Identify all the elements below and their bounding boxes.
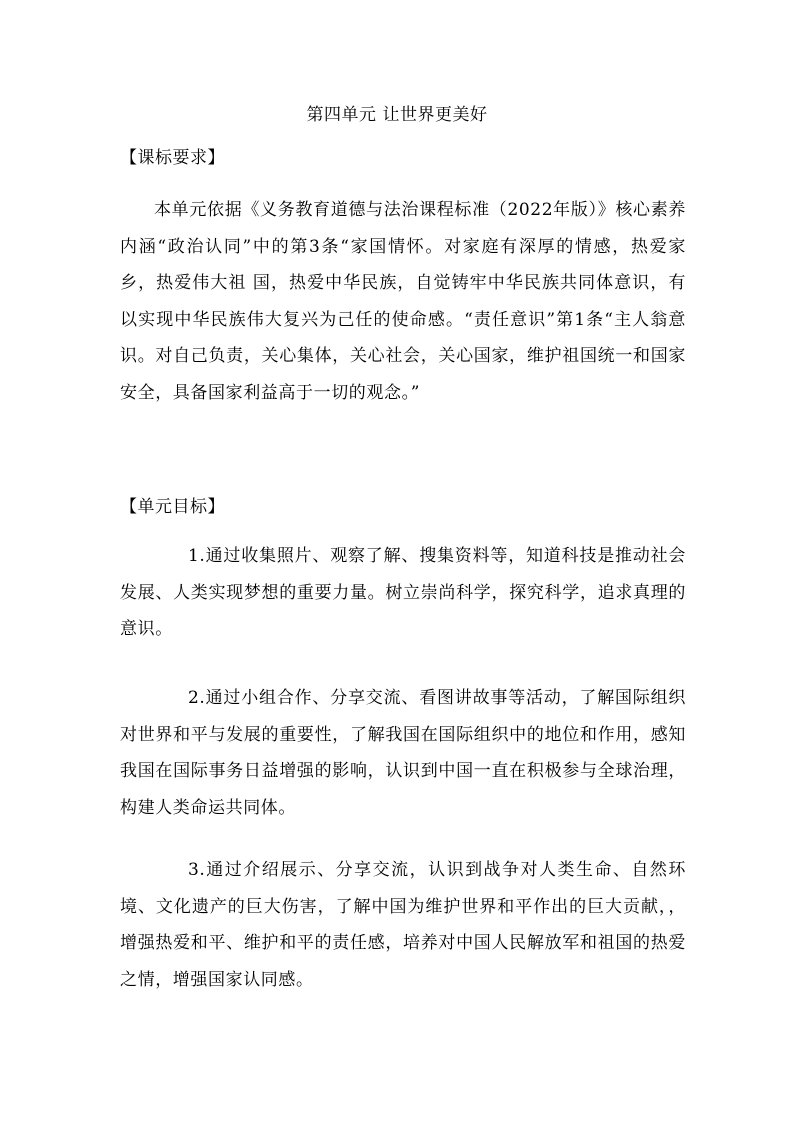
objective-item-3: 3.通过介绍展示、分享交流，认识到战争对人类生命、自然环境、文化遗产的巨大伤害，了解中国为维护世界和平作出的巨大贡献，，增强热爱和平、维护和平的责任感，培养对中国人民解放军和祖国的热爱之情，增强国家认同感。 <box>120 860 686 990</box>
objective-item-1: 1.通过收集照片、观察了解、搜集资料等，知道科技是推动社会发展、人类实现梦想的重要力量。树立崇尚科学，探究科学，追求真理的意识。 <box>120 546 686 639</box>
paragraph-curriculum-standards: 本单元依据《义务教育道德与法治课程标准（2022年版）》核心素养内涵“政治认同”中的第3条“家国情怀。对家庭有深厚的情感，热爱家乡，热爱伟大祖 国，热爱中华民族，自觉铸牢中华民族共同体意识，有以实现中华民族伟大复兴为己任的使命感。“责任意识”第1条“主人翁意识。对自己负责，关心集体，关心社会，关心国家，维护祖国统一和国家安全，具备国家利益高于一切的观念。” <box>120 200 686 403</box>
document-title: 第四单元 让世界更美好 <box>306 105 488 125</box>
objective-item-2: 2.通过小组合作、分享交流、看图讲故事等活动，了解国际组织对世界和平与发展的重要性，了解我国在国际组织中的地位和作用，感知我国在国际事务日益增强的影响，认识到中国一直在积极参与全球治理，构建人类命运共同体。 <box>120 688 686 818</box>
section-heading-unit-objectives: 【单元目标】 <box>120 497 225 517</box>
section-heading-curriculum-standards: 【课标要求】 <box>120 148 225 168</box>
